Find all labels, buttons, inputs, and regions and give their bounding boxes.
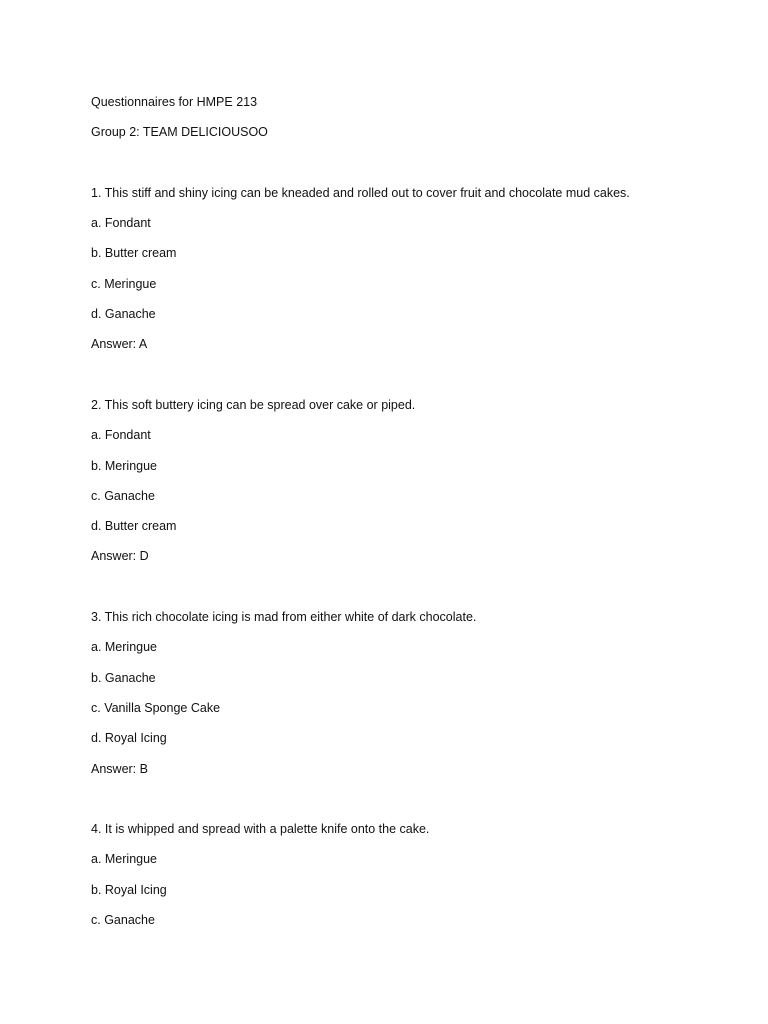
- question-text: 1. This stiff and shiny icing can be kneaded and rolled out to cover fruit and chocolate mud cakes.: [91, 185, 630, 200]
- answer-option: c. Vanilla Sponge Cake: [91, 700, 221, 715]
- question-text: 2. This soft buttery icing can be spread over cake or piped.: [91, 397, 416, 412]
- answer-option: b. Royal Icing: [91, 882, 167, 897]
- answer-option: b. Butter cream: [91, 246, 177, 261]
- answer-option: d. Royal Icing: [91, 731, 167, 746]
- answer-option: c. Ganache: [91, 488, 155, 503]
- answer-option: b. Meringue: [91, 458, 158, 473]
- answer-option: a. Fondant: [91, 428, 151, 443]
- answer-option: c. Ganache: [91, 913, 155, 928]
- answer-option: d. Ganache: [91, 307, 156, 322]
- document-title: Questionnaires for HMPE 213: [91, 95, 258, 109]
- question-2: [91, 390, 768, 572]
- answer-option: d. Butter cream: [91, 519, 177, 534]
- question-4: [91, 814, 768, 935]
- question-text: 4. It is whipped and spread with a palette knife onto the cake.: [91, 822, 430, 837]
- answer-key: Answer: A: [91, 337, 148, 352]
- group-heading: Group 2: TEAM DELICIOUSOO: [91, 125, 268, 140]
- question-3: [91, 602, 768, 784]
- question-text: 3. This rich chocolate icing is mad from either white of dark chocolate.: [91, 610, 477, 625]
- answer-key: Answer: D: [91, 549, 149, 564]
- answer-option: c. Meringue: [91, 276, 157, 291]
- answer-key: Answer: B: [91, 761, 148, 776]
- question-1: [91, 178, 768, 360]
- answer-option: a. Meringue: [91, 640, 158, 655]
- answer-option: a. Meringue: [91, 852, 158, 867]
- answer-option: a. Fondant: [91, 216, 151, 231]
- answer-option: b. Ganache: [91, 670, 156, 685]
